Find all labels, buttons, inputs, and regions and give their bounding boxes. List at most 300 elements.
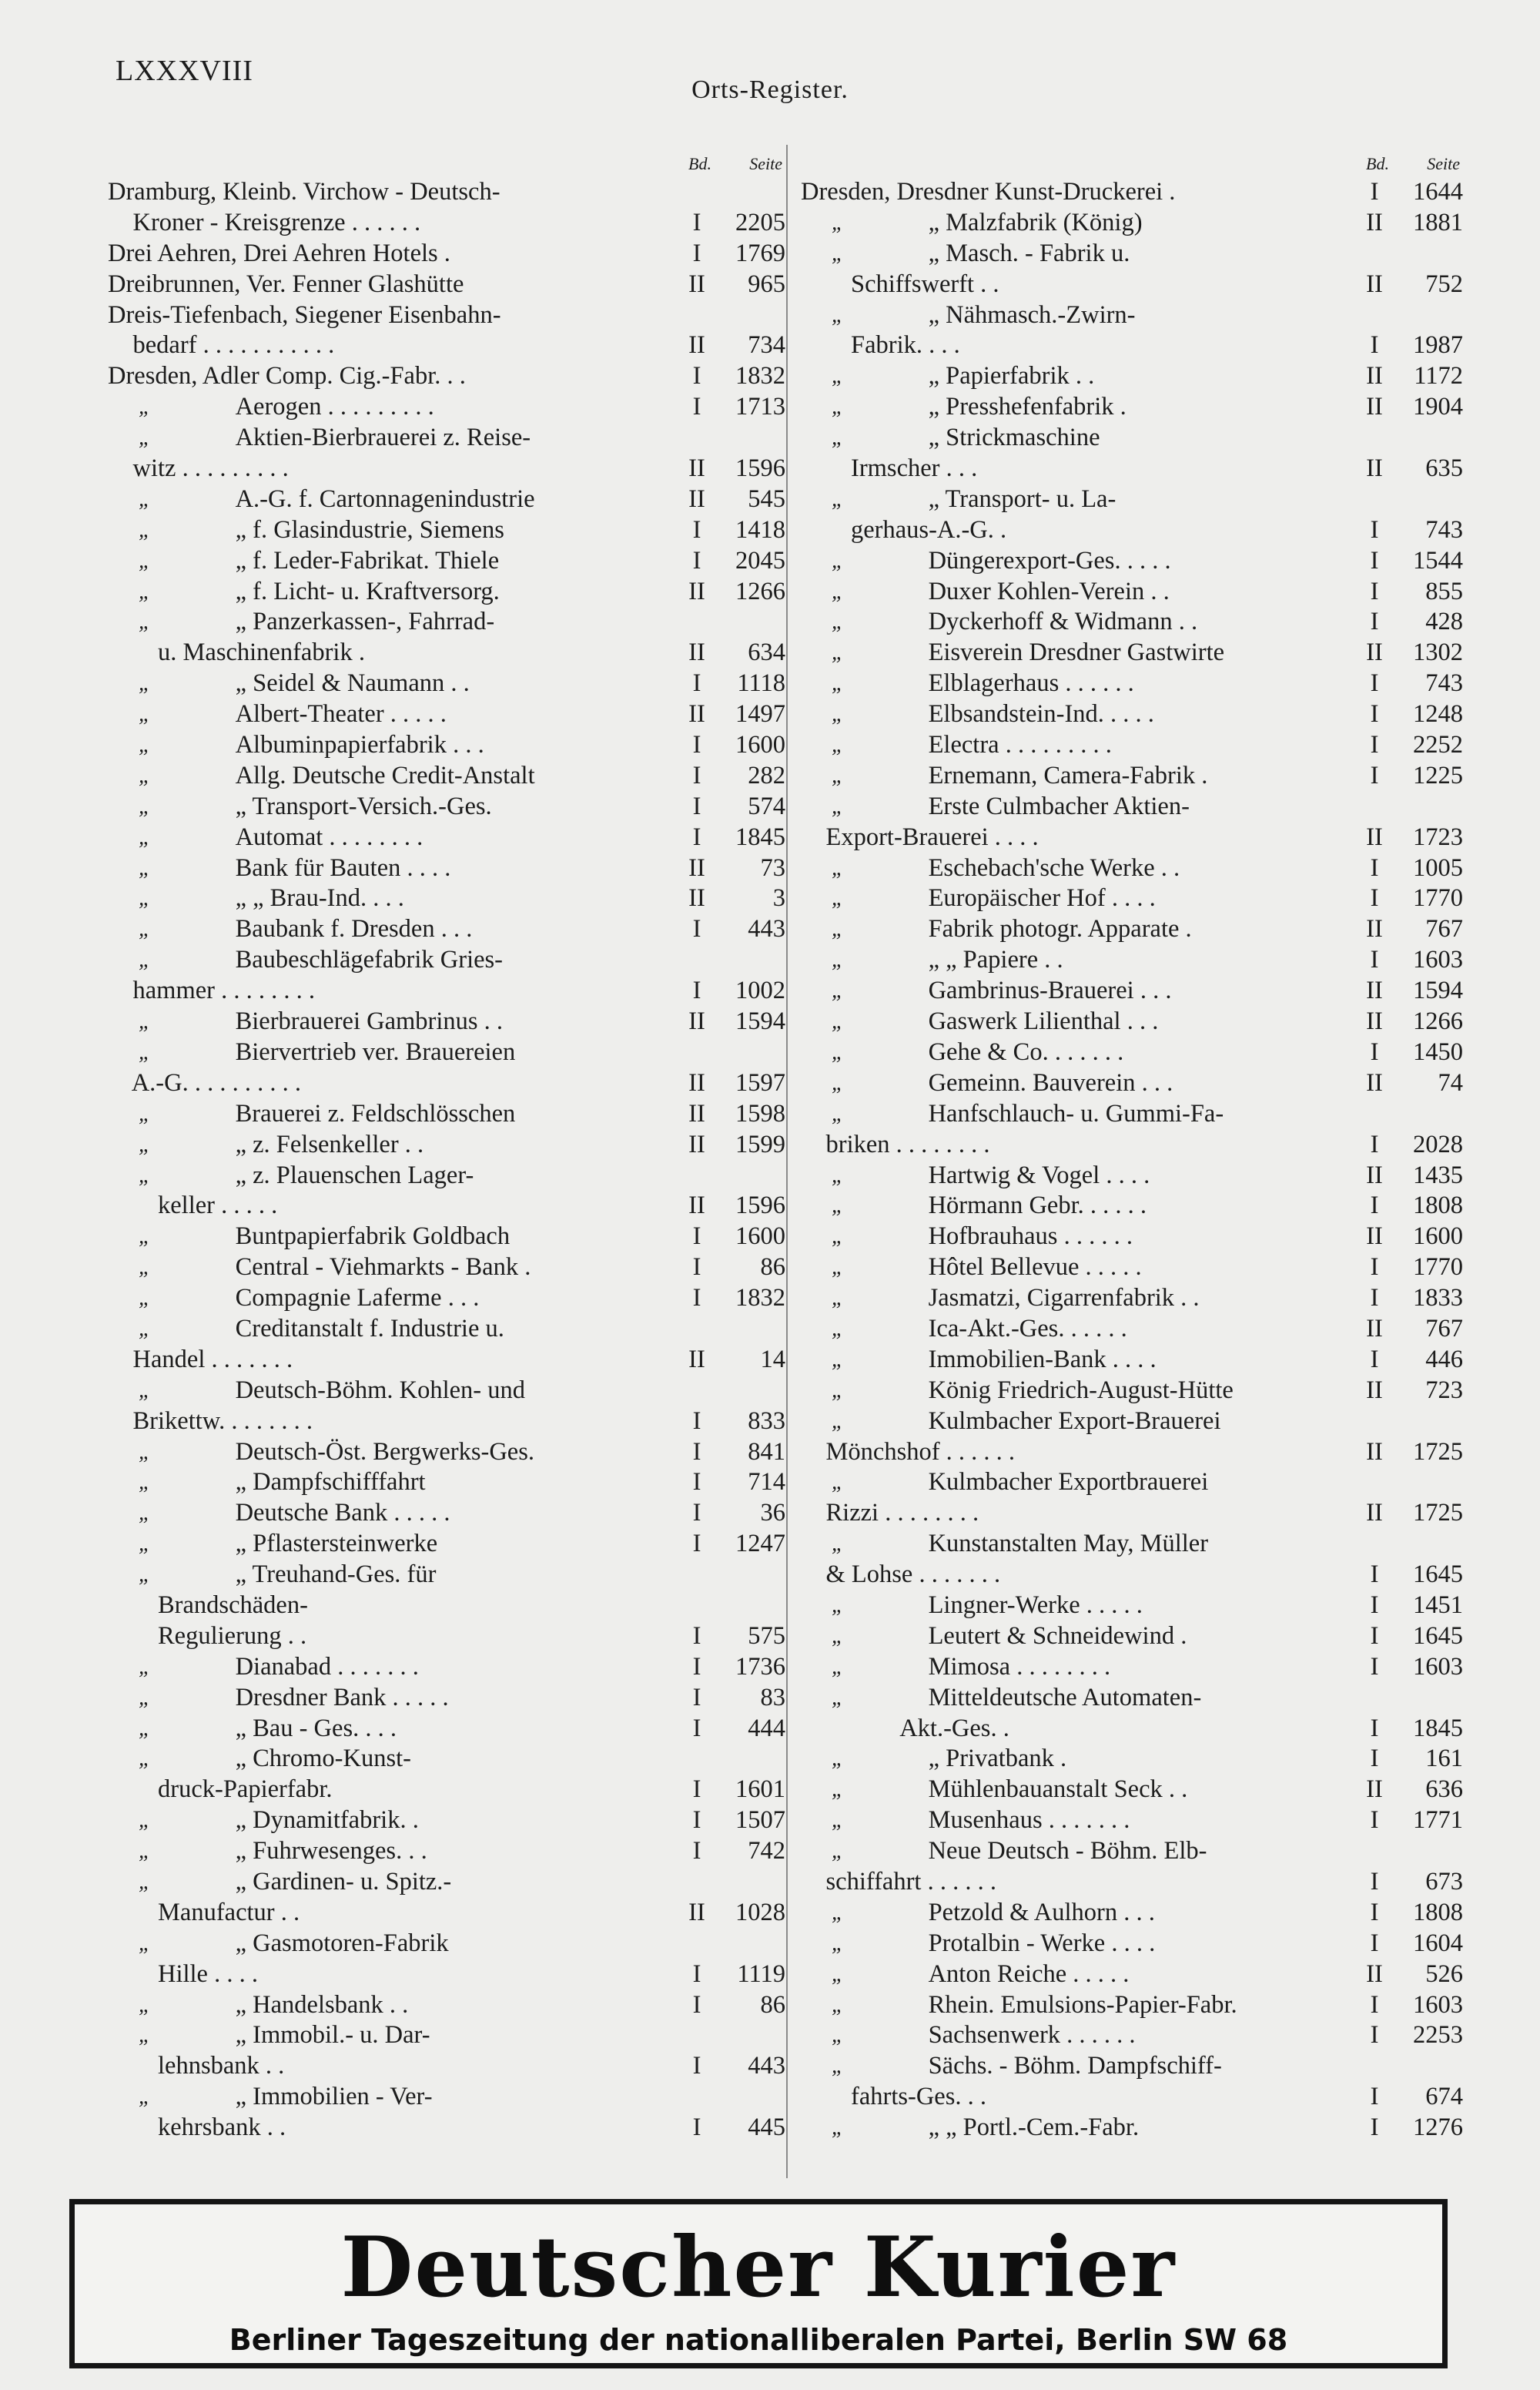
entry-page: 2045	[735, 546, 785, 575]
register-entry	[108, 1990, 785, 2021]
entry-volume: II	[688, 454, 705, 483]
ditto-mark: „	[139, 1470, 151, 1495]
entry-page: 1507	[735, 1806, 785, 1835]
ditto-mark: „	[139, 2085, 151, 2110]
entry-page: 1600	[1413, 1222, 1463, 1251]
entry-page: 841	[748, 1437, 785, 1466]
ditto-mark: „	[832, 395, 844, 420]
register-entry	[801, 638, 1463, 669]
entry-name: kehrsbank . .	[108, 2113, 286, 2142]
register-entry	[108, 2020, 785, 2051]
register-entry	[801, 730, 1463, 761]
advertisement-title: Deutscher Kurier	[340, 2219, 1177, 2316]
entry-name: Manufactur . .	[108, 1898, 300, 1926]
entry-page: 1599	[735, 1130, 785, 1158]
register-entry	[108, 300, 785, 331]
entry-name: Creditanstalt f. Industrie u.	[235, 1314, 504, 1342]
entry-name: Leutert & Schneidewind .	[928, 1621, 1187, 1650]
entry-name: Duxer Kohlen-Verein . .	[928, 577, 1170, 605]
register-entry	[108, 883, 785, 914]
entry-page: 443	[748, 2052, 785, 2080]
register-entry	[108, 1283, 785, 1314]
entry-page	[724, 300, 785, 331]
ditto-mark: „	[832, 1993, 844, 2017]
entry-name: Dramburg, Kleinb. Virchow - Deutsch-	[108, 178, 500, 206]
entry-volume: I	[692, 1683, 701, 1711]
entry-name: „ Immobilien - Ver-	[235, 2083, 433, 2111]
page-heading: Seite	[749, 154, 782, 173]
entry-name: König Friedrich-August-Hütte	[928, 1376, 1234, 1404]
register-entry	[801, 1007, 1463, 1037]
register-entry	[801, 761, 1463, 792]
entry-page: 1248	[1413, 700, 1463, 729]
ditto-mark: „	[139, 1378, 151, 1403]
entry-volume	[670, 945, 724, 976]
entry-volume: II	[688, 331, 705, 360]
entry-name: Central - Viehmarkts - Bank .	[235, 1253, 531, 1282]
register-entry	[801, 423, 1463, 454]
ditto-mark: „	[139, 518, 151, 542]
register-entry	[108, 1683, 785, 1714]
register-entry	[108, 1836, 785, 1867]
entry-page	[724, 1314, 785, 1345]
register-entry	[801, 300, 1463, 331]
entry-page: 1770	[1413, 1253, 1463, 1282]
entry-page: 1770	[1413, 884, 1463, 913]
register-entry	[801, 361, 1463, 392]
entry-page: 723	[1425, 1376, 1463, 1404]
ditto-mark: „	[832, 1747, 844, 1772]
register-entry	[801, 669, 1463, 699]
register-entry	[801, 2082, 1463, 2113]
entry-page: 161	[1425, 1745, 1463, 1773]
ditto-mark: „	[832, 1470, 844, 1495]
ditto-mark: „	[139, 426, 151, 451]
entry-page: 1600	[735, 731, 785, 759]
ditto-mark: „	[139, 825, 151, 850]
entry-page: 1603	[1413, 1652, 1463, 1681]
entry-volume: I	[1370, 1898, 1379, 1926]
entry-page: 1118	[737, 669, 785, 698]
register-entry	[801, 484, 1463, 515]
entry-page: 1594	[735, 1007, 785, 1036]
entry-page: 674	[1425, 2083, 1463, 2111]
ditto-mark: „	[832, 1778, 844, 1802]
entry-page	[724, 945, 785, 976]
entry-name: Baubank f. Dresden . . .	[235, 915, 473, 944]
entry-volume: I	[692, 1222, 701, 1251]
entry-volume: I	[692, 1530, 701, 1558]
register-entry	[108, 1560, 785, 1591]
entry-name: „ Privatbank .	[928, 1745, 1067, 1773]
register-entry	[108, 1191, 785, 1222]
ditto-mark: „	[139, 579, 151, 604]
entry-page	[724, 1744, 785, 1775]
register-entry	[801, 1222, 1463, 1252]
entry-page	[724, 1161, 785, 1192]
entry-page: 1028	[735, 1898, 785, 1926]
entry-volume: II	[688, 853, 705, 882]
entry-volume: I	[692, 1621, 701, 1650]
entry-page	[1401, 2051, 1463, 2082]
entry-name: lehnsbank . .	[108, 2052, 285, 2080]
entry-volume: II	[1366, 362, 1383, 391]
entry-name: Rizzi . . . . . . . .	[801, 1499, 979, 1527]
entry-volume: II	[688, 270, 705, 298]
entry-page: 1418	[735, 515, 785, 544]
entry-volume: II	[1366, 1314, 1383, 1342]
entry-volume: II	[688, 1130, 705, 1158]
entry-name: Albert-Theater . . . . .	[235, 700, 447, 729]
entry-page: 965	[748, 270, 785, 298]
right-column-header	[801, 151, 1463, 177]
ditto-mark: „	[832, 2023, 844, 2048]
entry-page	[724, 1591, 785, 1621]
entry-name: Elblagerhaus . . . . . .	[928, 669, 1134, 698]
register-entry	[801, 1314, 1463, 1345]
register-entry	[108, 1529, 785, 1560]
entry-volume: I	[1370, 1806, 1379, 1835]
entry-page: 1596	[735, 1192, 785, 1220]
ditto-mark: „	[139, 702, 151, 727]
entry-name: briken . . . . . . . .	[801, 1130, 990, 1158]
left-entry-list	[108, 177, 785, 2144]
entry-name: Mitteldeutsche Automaten-	[928, 1683, 1202, 1711]
entry-name: Mimosa . . . . . . . .	[928, 1652, 1111, 1681]
entry-volume: I	[1370, 1745, 1379, 1773]
ditto-mark: „	[832, 1378, 844, 1403]
register-entry	[801, 1714, 1463, 1745]
ditto-mark: „	[832, 487, 844, 511]
entry-volume: I	[1370, 1253, 1379, 1282]
register-entry	[108, 1467, 785, 1498]
register-entry	[801, 1099, 1463, 1130]
register-entry	[801, 1959, 1463, 1990]
register-entry	[108, 669, 785, 699]
entry-volume: I	[1370, 178, 1379, 206]
entry-volume: I	[1370, 946, 1379, 974]
register-entry	[801, 823, 1463, 853]
entry-page: 1736	[735, 1652, 785, 1681]
entry-name: Albuminpapierfabrik . . .	[235, 731, 484, 759]
entry-volume: I	[1370, 1591, 1379, 1619]
entry-name: Rhein. Emulsions-Papier-Fabr.	[928, 1990, 1237, 2019]
ditto-mark: „	[139, 548, 151, 573]
entry-name: Dresdner Bank . . . . .	[235, 1683, 449, 1711]
entry-name: Dreibrunnen, Ver. Fenner Glashütte	[108, 270, 464, 298]
register-entry	[801, 1191, 1463, 1222]
entry-volume	[670, 300, 724, 331]
entry-volume: I	[692, 2052, 701, 2080]
register-entry	[108, 1714, 785, 1745]
entry-page: 2205	[735, 208, 785, 236]
entry-name: „ Pflastersteinwerke	[235, 1530, 438, 1558]
register-entry	[108, 423, 785, 454]
entry-page	[1401, 792, 1463, 823]
register-entry	[108, 2113, 785, 2144]
register-entry	[108, 1929, 785, 1959]
register-entry	[108, 1314, 785, 1345]
ditto-mark: „	[832, 1593, 844, 1617]
entry-page: 1845	[1413, 1714, 1463, 1742]
register-entry	[801, 1990, 1463, 2021]
ditto-mark: „	[139, 856, 151, 880]
entry-name: „ f. Glasindustrie, Siemens	[235, 515, 504, 544]
register-entry	[108, 1130, 785, 1161]
ditto-mark: „	[832, 1532, 844, 1557]
entry-name: Lingner-Werke . . . . .	[928, 1591, 1143, 1619]
entry-name: „ z. Plauenschen Lager-	[235, 1161, 474, 1189]
entry-volume: I	[692, 1499, 701, 1527]
entry-name: Eschebach'sche Werke . .	[928, 853, 1180, 882]
entry-volume: I	[692, 208, 701, 236]
ditto-mark: „	[139, 733, 151, 758]
entry-page	[1401, 1836, 1463, 1867]
entry-volume: I	[1370, 577, 1379, 605]
ditto-mark: „	[139, 1931, 151, 1956]
entry-name: Bank für Bauten . . . .	[235, 853, 451, 882]
entry-name: u. Maschinenfabrik .	[108, 639, 365, 667]
entry-page: 752	[1425, 270, 1463, 298]
entry-volume: I	[1370, 1652, 1379, 1681]
entry-name: gerhaus-A.-G. .	[801, 515, 1007, 544]
entry-page: 1497	[735, 700, 785, 729]
register-entry	[801, 1744, 1463, 1775]
entry-page: 1604	[1413, 1929, 1463, 1957]
register-entry	[108, 392, 785, 423]
entry-page: 1987	[1413, 331, 1463, 360]
entry-page: 1266	[1413, 1007, 1463, 1036]
entry-name: „ Transport- u. La-	[928, 484, 1116, 513]
entry-name: Hartwig & Vogel . . . .	[928, 1161, 1150, 1189]
entry-page: 545	[748, 484, 785, 513]
entry-volume	[670, 1161, 724, 1192]
register-entry	[801, 1652, 1463, 1683]
ditto-mark: „	[832, 1409, 844, 1433]
register-entry	[801, 976, 1463, 1007]
ditto-mark: „	[139, 1532, 151, 1557]
register-entry	[108, 823, 785, 853]
entry-name: „ Gasmotoren-Fabrik	[235, 1929, 449, 1957]
entry-volume: II	[688, 884, 705, 913]
entry-name: Hanfschlauch- u. Gummi-Fa-	[928, 1099, 1224, 1128]
ditto-mark: „	[139, 1255, 151, 1280]
register-entry	[108, 330, 785, 361]
entry-volume	[670, 177, 724, 208]
entry-page: 443	[748, 915, 785, 944]
entry-page: 1645	[1413, 1621, 1463, 1650]
register-entry	[801, 883, 1463, 914]
entry-page: 833	[748, 1406, 785, 1435]
register-entry	[801, 699, 1463, 730]
ditto-mark: „	[832, 1163, 844, 1188]
entry-name: druck-Papierfabr.	[108, 1775, 333, 1804]
register-entry	[108, 1591, 785, 1621]
entry-name: „ Immobil.- u. Dar-	[235, 2021, 430, 2050]
register-entry	[801, 1805, 1463, 1836]
entry-name: Buntpapierfabrik Goldbach	[235, 1222, 511, 1251]
entry-volume: I	[1370, 731, 1379, 759]
entry-volume	[670, 2082, 724, 2113]
entry-name: Dreis-Tiefenbach, Siegener Eisenbahn-	[108, 300, 501, 329]
entry-volume	[670, 1037, 724, 1068]
entry-volume: II	[1366, 1376, 1383, 1404]
entry-name: „ Chromo-Kunst-	[235, 1745, 411, 1773]
entry-volume	[1348, 484, 1401, 515]
entry-page	[1401, 1406, 1463, 1437]
entry-name: Deutsche Bank . . . . .	[235, 1499, 450, 1527]
entry-volume: I	[1370, 1284, 1379, 1312]
entry-volume: II	[688, 639, 705, 667]
entry-name: Brandschäden-	[108, 1591, 308, 1619]
ditto-mark: „	[139, 1869, 151, 1894]
entry-volume	[670, 1314, 724, 1345]
entry-name: Aerogen . . . . . . . . .	[235, 393, 434, 421]
entry-page: 1904	[1413, 393, 1463, 421]
entry-volume	[670, 607, 724, 638]
entry-page: 1881	[1413, 208, 1463, 236]
ditto-mark: „	[139, 1839, 151, 1864]
entry-name: Hofbrauhaus . . . . . .	[928, 1222, 1133, 1251]
page-heading: Seite	[1427, 154, 1460, 173]
right-entry-list	[801, 177, 1463, 2144]
ditto-mark: „	[139, 1993, 151, 2017]
ditto-mark: „	[139, 763, 151, 788]
entry-page: 734	[748, 331, 785, 360]
advertisement-subtitle: Berliner Tageszeitung der nationalliberalen Partei, Berlin SW 68	[229, 2323, 1288, 2357]
entry-name: „ Seidel & Naumann . .	[235, 669, 470, 698]
ditto-mark: „	[832, 1962, 844, 1986]
ditto-mark: „	[139, 1716, 151, 1741]
entry-name: Mönchshof . . . . . .	[801, 1437, 1016, 1466]
entry-volume: I	[692, 546, 701, 575]
entry-page: 2253	[1413, 2021, 1463, 2050]
entry-page: 636	[1425, 1775, 1463, 1804]
entry-page: 2028	[1413, 1130, 1463, 1158]
entry-volume: I	[692, 1990, 701, 2019]
ditto-mark: „	[832, 1194, 844, 1218]
ditto-mark: „	[832, 1255, 844, 1280]
register-entry	[108, 914, 785, 945]
entry-name: „ Panzerkassen-, Fahrrad-	[235, 608, 495, 636]
entry-volume: I	[692, 239, 701, 267]
entry-page: 444	[748, 1714, 785, 1742]
left-column	[108, 151, 785, 2144]
ditto-mark: „	[832, 733, 844, 758]
entry-name: „ Malzfabrik (König)	[928, 208, 1143, 236]
entry-name: keller . . . . .	[108, 1192, 278, 1220]
entry-page	[1401, 239, 1463, 270]
register-entry	[801, 853, 1463, 884]
entry-page: 767	[1425, 1314, 1463, 1342]
entry-name: Allg. Deutsche Credit-Anstalt	[235, 761, 535, 789]
entry-name: „ Dampfschifffahrt	[235, 1468, 426, 1497]
entry-name: „ Treuhand-Ges. für	[235, 1560, 437, 1589]
ditto-mark: „	[139, 1501, 151, 1526]
entry-volume: II	[1366, 208, 1383, 236]
entry-name: Sachsenwerk . . . . . .	[928, 2021, 1136, 2050]
entry-name: Eisverein Dresdner Gastwirte	[928, 639, 1225, 667]
ditto-mark: „	[139, 1563, 151, 1587]
register-entry	[801, 577, 1463, 608]
entry-name: Kulmbacher Exportbrauerei	[928, 1468, 1209, 1497]
ditto-mark: „	[832, 1316, 844, 1341]
register-entry	[801, 1406, 1463, 1437]
entry-page: 1005	[1413, 853, 1463, 882]
entry-page	[1401, 1683, 1463, 1714]
entry-page: 743	[1425, 669, 1463, 698]
entry-page: 1713	[735, 393, 785, 421]
entry-volume	[1348, 1529, 1401, 1560]
entry-volume	[670, 1560, 724, 1591]
entry-name: Musenhaus . . . . . . .	[928, 1806, 1130, 1835]
register-entry	[801, 177, 1463, 208]
entry-name: Gehe & Co. . . . . . .	[928, 1037, 1124, 1066]
ditto-mark: „	[139, 794, 151, 819]
entry-volume: I	[1370, 546, 1379, 575]
entry-volume: II	[1366, 454, 1383, 483]
register-entry	[108, 1068, 785, 1099]
ditto-mark: „	[832, 303, 844, 327]
entry-name: Hille . . . .	[108, 1959, 258, 1988]
entry-name: Handel . . . . . . .	[108, 1345, 293, 1373]
ditto-mark: „	[139, 610, 151, 635]
register-entry	[108, 1161, 785, 1192]
ditto-mark: „	[832, 210, 844, 235]
register-entry	[108, 270, 785, 300]
entry-volume: I	[1370, 884, 1379, 913]
entry-page: 86	[760, 1990, 785, 2019]
entry-volume	[1348, 1406, 1401, 1437]
entry-volume: I	[1370, 1130, 1379, 1158]
entry-page: 1598	[735, 1099, 785, 1128]
entry-name: Brikettw. . . . . . . .	[108, 1406, 313, 1435]
register-entry	[108, 361, 785, 392]
entry-name: Fabrik photogr. Apparate .	[928, 915, 1192, 944]
entry-volume: II	[688, 577, 705, 605]
entry-page	[1401, 1529, 1463, 1560]
entry-name: Drei Aehren, Drei Aehren Hotels .	[108, 239, 450, 267]
ditto-mark: „	[139, 1163, 151, 1188]
entry-name: Baubeschlägefabrik Gries-	[235, 946, 504, 974]
entry-page	[1401, 484, 1463, 515]
entry-name: „ Nähmasch.-Zwirn-	[928, 300, 1136, 329]
entry-page	[724, 1376, 785, 1406]
entry-name: „ f. Licht- u. Kraftversorg.	[235, 577, 500, 605]
entry-volume: I	[1370, 761, 1379, 789]
entry-volume: II	[688, 1345, 705, 1373]
register-entry	[108, 1498, 785, 1529]
entry-name: Brauerei z. Feldschlösschen	[235, 1099, 516, 1128]
register-entry	[108, 1099, 785, 1130]
register-entry	[108, 699, 785, 730]
register-entry	[108, 1252, 785, 1283]
entry-volume: I	[1370, 515, 1379, 544]
entry-page: 1451	[1413, 1591, 1463, 1619]
entry-page: 1266	[735, 577, 785, 605]
entry-page	[724, 1867, 785, 1898]
entry-name: A.-G. f. Cartonnagenindustrie	[235, 484, 535, 513]
entry-volume: I	[1370, 1037, 1379, 1066]
entry-name: Immobilien-Bank . . . .	[928, 1345, 1157, 1373]
entry-page: 1832	[735, 362, 785, 391]
ditto-mark: „	[832, 1685, 844, 1710]
register-entry	[801, 1376, 1463, 1406]
ditto-mark: „	[832, 1101, 844, 1126]
ditto-mark: „	[139, 1440, 151, 1464]
ditto-mark: „	[832, 794, 844, 819]
entry-volume	[1348, 792, 1401, 823]
